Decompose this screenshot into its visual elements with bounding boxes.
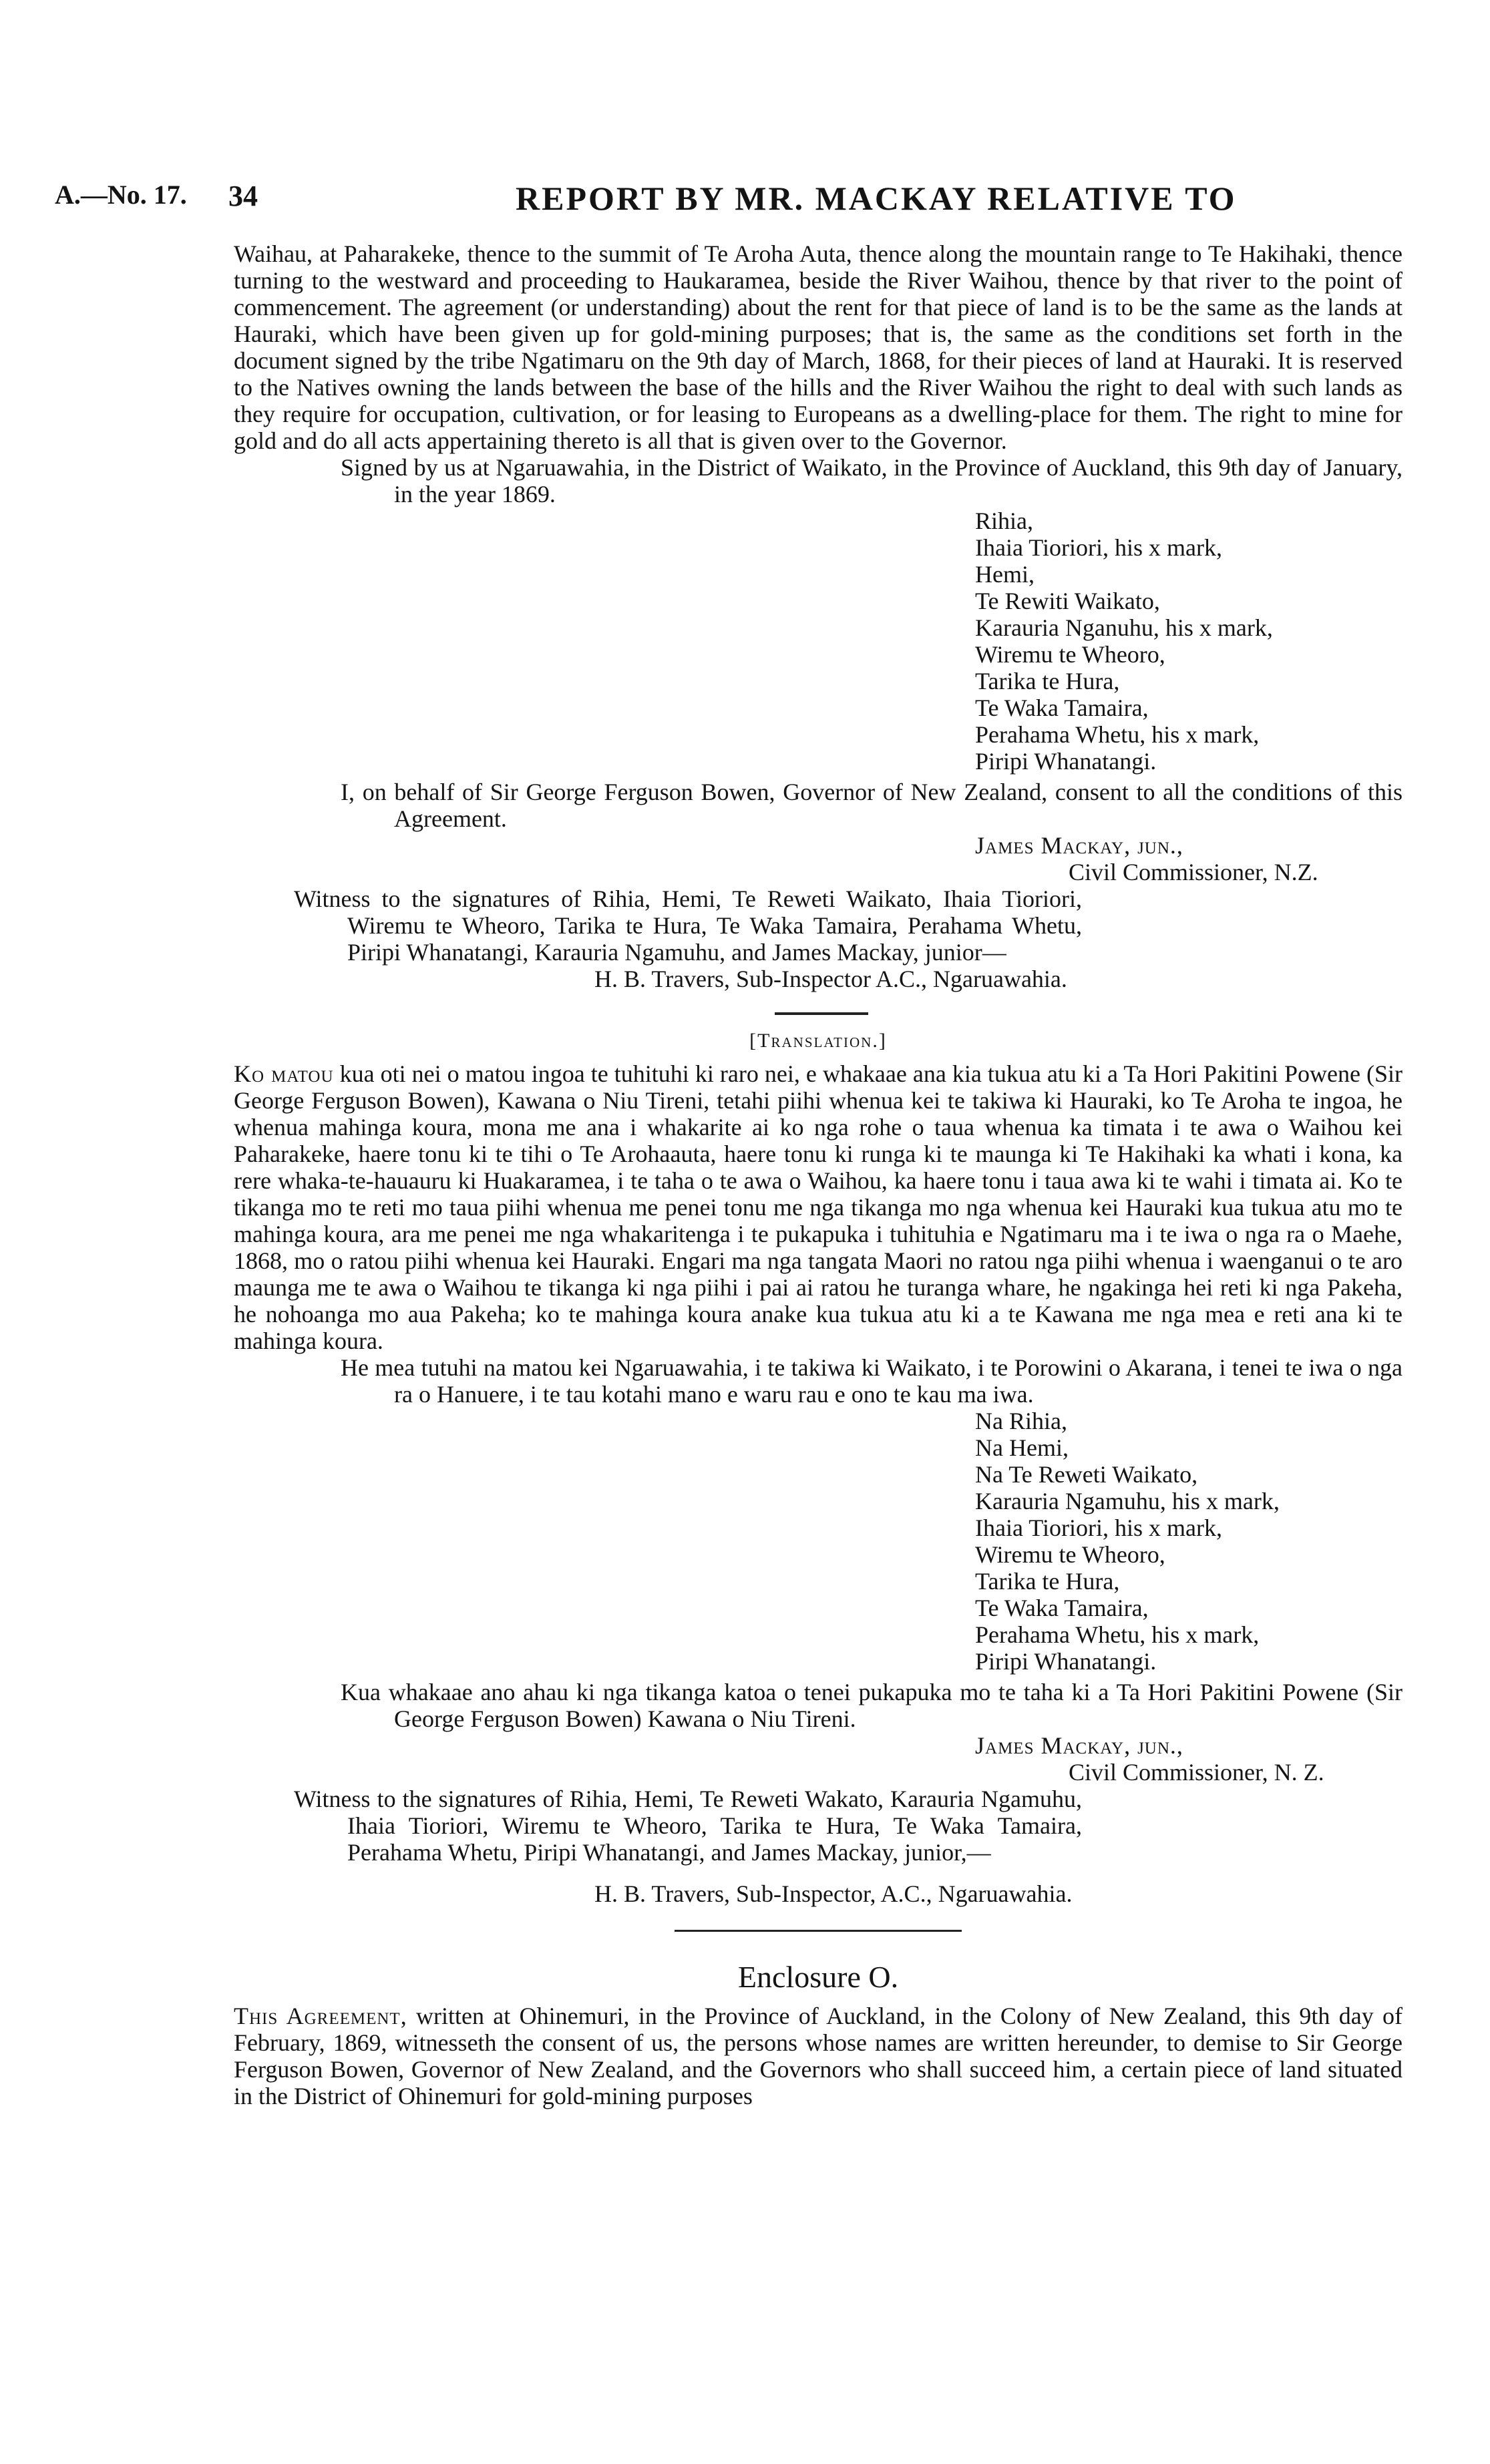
- signatory-list: [234, 507, 1403, 775]
- signatory: Karauria Ngamuhu, his x mark,: [975, 1488, 1280, 1514]
- witness-signature: H. B. Travers, Sub-Inspector A.C., Ngaruawahia.: [594, 966, 1067, 992]
- signatory: Karauria Nganuhu, his x mark,: [975, 614, 1273, 641]
- translation-text: kua oti nei o matou ingoa te tuhituhi ki raro nei, e whakaae ana kia tukua atu ki a Ta Hori Pakitini Powene (Sir George Ferguson Bowen), Kawana o Niu Tireni, tetahi piihi whenua kei te takiwa ki Hauraki, ko Te Aroha te ingoa, he whenua mahinga koura, mona me ana i whakarite ai ko nga rohe o taua whenua ka timata i te awa o Waihou kei Paharakeke, haere tonu ki te tihi o Te Arohaauta, haere tonu ki runga ki te maunga ki Te Hakihaki ka whati i kona, ka rere whaka-te-hauauru ki Huakaramea, i te taha o te awa o Waihou, ka haere tonu i taua awa ki te wahi i timata ai. Ko te tikanga mo te reti mo taua piihi whenua me penei tonu me nga tikanga mo nga whenua kei Hauraki kua tukua atu mo te mahinga koura, ara me penei me nga whakaritenga i te pukapuka i tuhituhia e Ngatimaru ma i te iwa o nga ra o Maehe, 1868, mo o ratou piihi whenua kei Hauraki. Engari ma nga tangata Maori no ratou nga piihi whenua i waenganui o te aro maunga me te awa o Waihou te tikanga ki nga piihi i pai ai ratou he turanga whare, he ngakinga hei reti ki nga Pakeha, he nohoanga mo aua Pakeha; ko te mahinga koura anake kua tukua atu ki a te Kawana me nga mea e reti ana ki te mahinga koura.: [234, 1060, 1403, 1354]
- enclosure-heading: Enclosure O.: [737, 1960, 899, 1994]
- signatory: Hemi,: [975, 561, 1035, 588]
- signatory: Ihaia Tioriori, his x mark,: [975, 1514, 1222, 1541]
- section-divider: [775, 1012, 868, 1015]
- page-number: 34: [228, 180, 258, 212]
- witness-statement: Witness to the signatures of Rihia, Hemi, Te Reweti Waikato, Ihaia Tioriori, Wiremu te Wheoro, Tarika te Hura, Te Waka Tamaira, Perahama Whetu, Piripi Whanatangi, Karauria Ngamuhu, and James Mackay, junior—: [294, 885, 1082, 966]
- commissioner-name: James Mackay, jun.,: [975, 832, 1183, 859]
- signatory: Na Rihia,: [975, 1408, 1067, 1434]
- agreement-paragraph: Waihau, at Paharakeke, thence to the summit of Te Aroha Auta, thence along the mountain range to Te Hakihaki, thence turning to the westward and proceeding to Haukaramea, beside the River Waihou, thence by that river to the point of commencement. The agreement (or understanding) about the rent for that piece of land is to be the same as the lands at Hauraki, which have been given up for gold-mining purposes; that is, the same as the conditions set forth in the document signed by the tribe Ngatimaru on the 9th day of March, 1868, for their pieces of land at Hauraki. It is reserved to the Natives owning the lands between the base of the hills and the River Waihou the right to deal with such lands as they require for occupation, cultivation, or for leasing to Europeans as a dwelling-place for them. The right to mine for gold and do all acts appertaining thereto is all that is given over to the Governor.: [234, 240, 1403, 454]
- signatory: Piripi Whanatangi.: [975, 748, 1157, 775]
- signatory: Perahama Whetu, his x mark,: [975, 1621, 1260, 1648]
- translation-signed-statement: He mea tutuhi na matou kei Ngaruawahia, i te takiwa ki Waikato, i te Porowini o Akarana, i tenei te iwa o nga ra o Hanuere, i te tau kotahi mano e waru rau e ono te kau ma iwa.: [341, 1354, 1403, 1408]
- signatory: Te Waka Tamaira,: [975, 1595, 1149, 1621]
- signatory: Na Hemi,: [975, 1434, 1069, 1461]
- page-body: [234, 240, 1403, 2109]
- signatory: Ihaia Tioriori, his x mark,: [975, 534, 1222, 561]
- translation-signatory-list: [234, 1408, 1403, 1675]
- governor-consent: I, on behalf of Sir George Ferguson Bowen, Governor of New Zealand, consent to all the conditions of this Agreement.: [341, 779, 1403, 832]
- translation-commissioner-name: James Mackay, jun.,: [975, 1732, 1183, 1759]
- signatory: Na Te Reweti Waikato,: [975, 1461, 1198, 1488]
- signatory: Perahama Whetu, his x mark,: [975, 721, 1260, 748]
- translation-paragraph: [234, 1060, 1403, 1354]
- translation-consent: Kua whakaae ano ahau ki nga tikanga katoa o tenei pukapuka mo te taha ki a Ta Hori Pakitini Powene (Sir George Ferguson Bowen) Kawana o Niu Tireni.: [341, 1679, 1403, 1732]
- signed-statement: Signed by us at Ngaruawahia, in the District of Waikato, in the Province of Auckland, this 9th day of January, in the year 1869.: [341, 454, 1403, 507]
- signatory: Wiremu te Wheoro,: [975, 1541, 1165, 1568]
- signatory: Wiremu te Wheoro,: [975, 641, 1165, 668]
- enclosure-divider: [675, 1930, 962, 1932]
- page-header: [55, 179, 1390, 219]
- signatory: Rihia,: [975, 507, 1033, 534]
- running-title: REPORT BY MR. MACKAY RELATIVE TO: [516, 180, 1237, 217]
- document-reference: A.—No. 17.: [55, 180, 187, 210]
- translation-lead: Ko matou: [234, 1060, 334, 1087]
- signatory: Piripi Whanatangi.: [975, 1648, 1157, 1675]
- signatory: Tarika te Hura,: [975, 1568, 1120, 1595]
- enclosure-text: written at Ohinemuri, in the Province of Auckland, in the Colony of New Zealand, this 9th day of February, 1869, witnesseth the consent of us, the persons whose names are written hereunder, to demise to Sir George Ferguson Bowen, Governor of New Zealand, and the Governors who shall succeed him, a certain piece of land situated in the District of Ohinemuri for gold-mining purposes: [234, 2003, 1403, 2109]
- translation-witness-signature: H. B. Travers, Sub-Inspector, A.C., Ngaruawahia.: [594, 1880, 1073, 1907]
- enclosure-lead: This Agreement,: [234, 2003, 407, 2029]
- translation-commissioner-title: Civil Commissioner, N. Z.: [1069, 1759, 1324, 1786]
- commissioner-title: Civil Commissioner, N.Z.: [1069, 859, 1318, 885]
- signatory: Te Rewiti Waikato,: [975, 588, 1160, 614]
- signatory: Tarika te Hura,: [975, 668, 1120, 694]
- signatory: Te Waka Tamaira,: [975, 694, 1149, 721]
- translation-heading: [Translation.]: [749, 1030, 887, 1052]
- enclosure-paragraph: [234, 2003, 1403, 2109]
- translation-witness-statement: Witness to the signatures of Rihia, Hemi, Te Reweti Wakato, Karauria Ngamuhu, Ihaia Tioriori, Wiremu te Wheoro, Tarika te Hura, Te Waka Tamaira, Perahama Whetu, Piripi Whanatangi, and James Mackay, junior,—: [294, 1786, 1082, 1866]
